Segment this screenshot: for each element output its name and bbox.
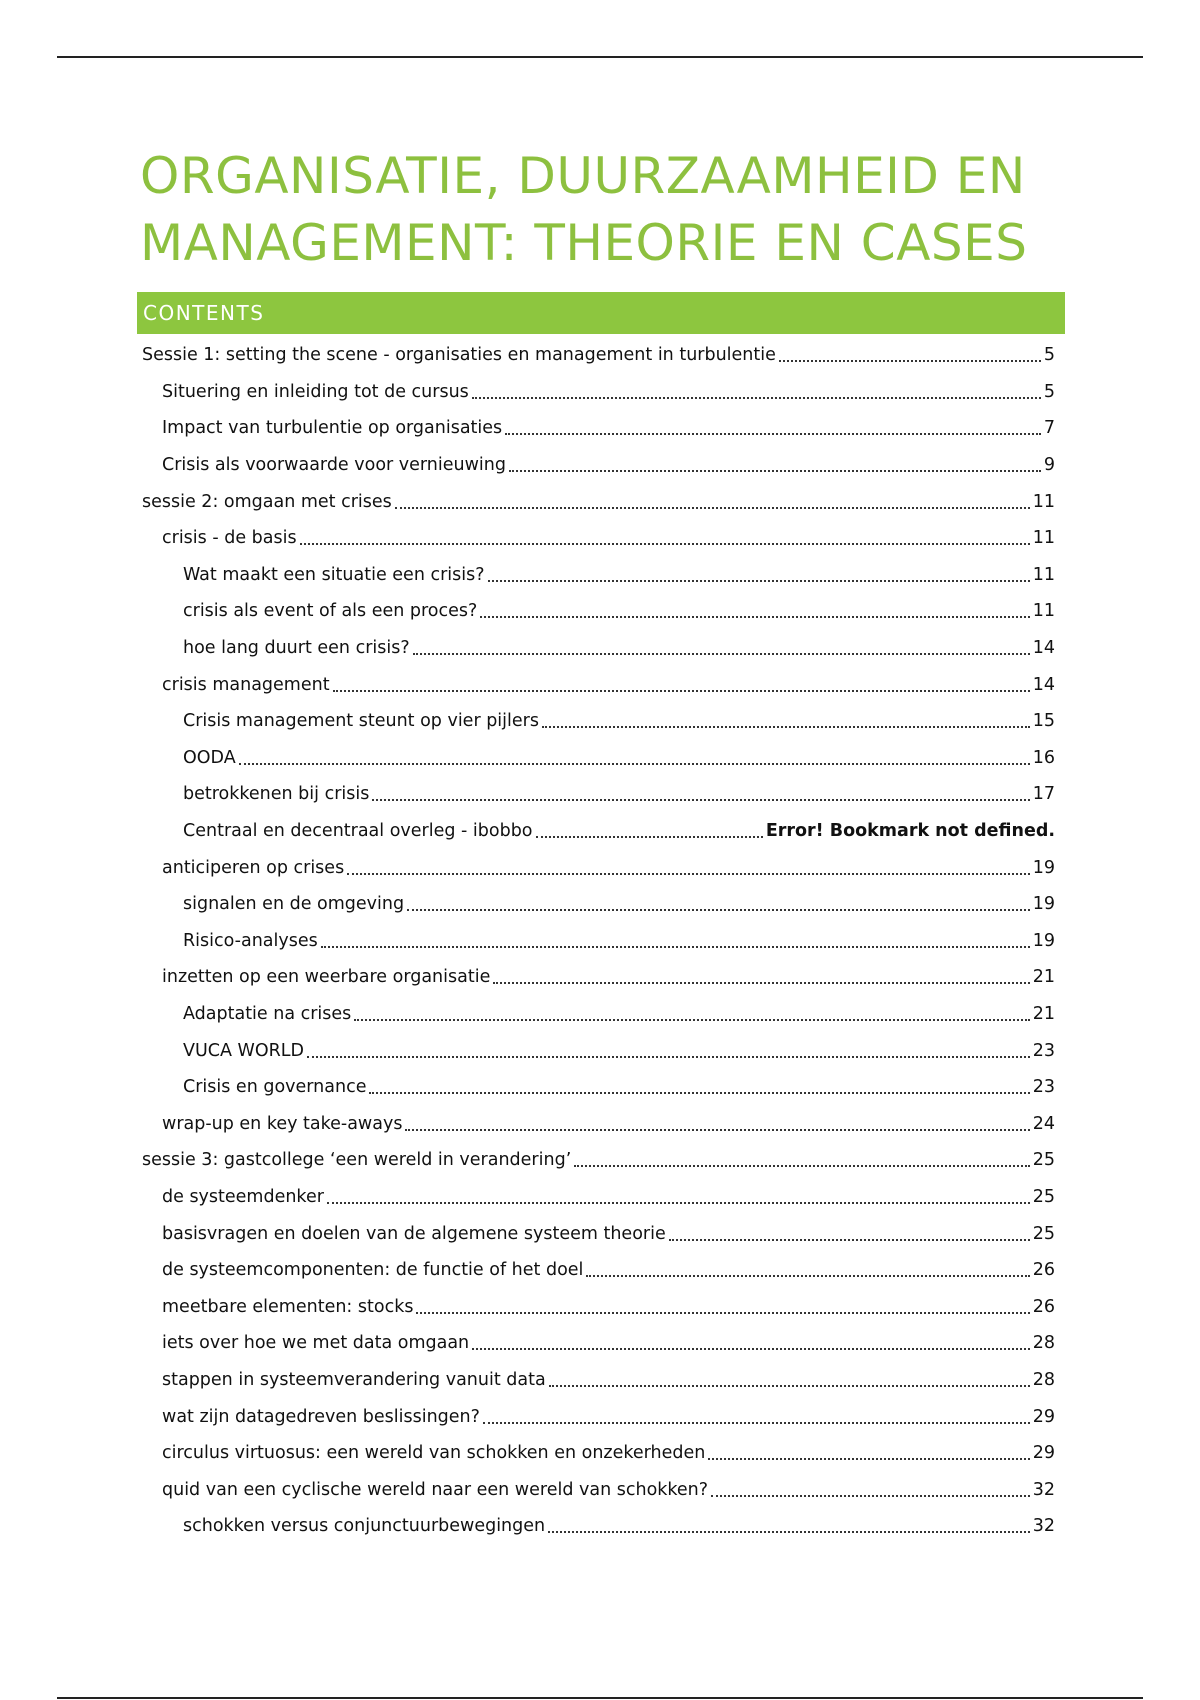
toc-entry[interactable] <box>0 1105 1055 1142</box>
toc-entry-title: betrokkenen bij crisis <box>183 784 370 805</box>
toc-entry-page: 28 <box>1032 1369 1055 1390</box>
toc-entry[interactable] <box>0 666 1055 703</box>
toc-leader <box>488 580 1030 582</box>
toc-entry[interactable] <box>0 849 1055 886</box>
toc-leader <box>669 1239 1030 1241</box>
toc-entry-page: 19 <box>1032 894 1055 915</box>
toc-leader <box>347 873 1030 875</box>
toc-leader <box>483 1422 1030 1424</box>
toc-entry-title: Risico-analyses <box>183 930 318 951</box>
toc-entry[interactable] <box>0 630 1055 667</box>
toc-entry-title: schokken versus conjunctuurbewegingen <box>183 1516 546 1537</box>
toc-entry-title: anticiperen op crises <box>162 857 345 878</box>
toc-entry-page: 14 <box>1032 638 1055 659</box>
toc-leader <box>542 726 1030 728</box>
toc-leader <box>372 799 1029 801</box>
toc-entry-title: Crisis en governance <box>183 1077 367 1098</box>
toc-leader <box>472 1348 1030 1350</box>
toc-entry-page: 11 <box>1032 528 1055 549</box>
toc-entry[interactable] <box>0 337 1055 374</box>
toc-entry-title: de systeemdenker <box>162 1186 324 1207</box>
toc-entry-page: 23 <box>1032 1040 1055 1061</box>
toc-leader <box>307 1056 1030 1058</box>
toc-entry[interactable] <box>0 374 1055 411</box>
toc-entry-title: inzetten op een weerbare organisatie <box>162 967 491 988</box>
toc-entry[interactable] <box>0 447 1055 484</box>
toc-leader <box>413 653 1030 655</box>
toc-entry-page: 23 <box>1032 1077 1055 1098</box>
toc-leader <box>505 433 1041 435</box>
toc-entry[interactable] <box>0 520 1055 557</box>
document-title <box>140 143 1100 277</box>
toc-entry[interactable] <box>0 813 1055 850</box>
toc-entry[interactable] <box>0 410 1055 447</box>
toc-leader <box>333 690 1030 692</box>
document-title-line-2: MANAGEMENT: THEORIE EN CASES <box>140 214 1028 272</box>
toc-entry-page: 25 <box>1032 1150 1055 1171</box>
toc-entry-title: circulus virtuosus: een wereld van schokken en onzekerheden <box>162 1443 706 1464</box>
toc-entry-title: sessie 2: omgaan met crises <box>142 491 392 512</box>
toc-entry-page: 11 <box>1032 564 1055 585</box>
toc-entry-page: 25 <box>1032 1186 1055 1207</box>
toc-entry-page: 7 <box>1043 418 1055 439</box>
toc-entry[interactable] <box>0 886 1055 923</box>
toc-entry[interactable] <box>0 1215 1055 1252</box>
toc-entry[interactable] <box>0 776 1055 813</box>
toc-entry-title: stappen in systeemverandering vanuit data <box>162 1369 546 1390</box>
toc-leader <box>416 1312 1029 1314</box>
table-of-contents <box>0 337 1200 1545</box>
toc-entry-title: signalen en de omgeving <box>183 894 405 915</box>
toc-entry-page: 32 <box>1032 1516 1055 1537</box>
toc-entry[interactable] <box>0 483 1055 520</box>
toc-entry-title: wat zijn datagedreven beslissingen? <box>162 1406 480 1427</box>
toc-leader <box>711 1495 1030 1497</box>
toc-entry-page: 9 <box>1043 455 1055 476</box>
toc-leader <box>574 1165 1029 1167</box>
toc-entry-title: Crisis als voorwaarde voor vernieuwing <box>162 455 506 476</box>
toc-entry-title: crisis als event of als een proces? <box>183 601 478 622</box>
toc-entry-title: crisis - de basis <box>162 528 297 549</box>
toc-entry[interactable] <box>0 1069 1055 1106</box>
toc-entry-page: 26 <box>1032 1296 1055 1317</box>
toc-entry-page: 19 <box>1032 930 1055 951</box>
toc-leader <box>405 1129 1029 1131</box>
contents-heading: CONTENTS <box>137 292 1065 334</box>
toc-entry[interactable] <box>0 1435 1055 1472</box>
toc-leader <box>321 946 1030 948</box>
toc-entry-title: Wat maakt een situatie een crisis? <box>183 564 485 585</box>
toc-leader <box>354 1019 1029 1021</box>
toc-entry-title: Sessie 1: setting the scene - organisaties en management in turbulentie <box>142 345 776 366</box>
toc-entry[interactable] <box>0 1288 1055 1325</box>
toc-entry-page: 21 <box>1032 967 1055 988</box>
document-title-line-1: ORGANISATIE, DUURZAAMHEID EN <box>140 147 1026 205</box>
toc-entry-error: Error! Bookmark not defined. <box>765 821 1055 842</box>
toc-entry-page: 11 <box>1032 601 1055 622</box>
toc-entry[interactable] <box>0 1398 1055 1435</box>
toc-entry-page: 29 <box>1032 1406 1055 1427</box>
toc-entry-title: crisis management <box>162 674 330 695</box>
toc-entry-page: 11 <box>1032 491 1055 512</box>
toc-entry[interactable] <box>0 959 1055 996</box>
toc-leader <box>548 1531 1030 1533</box>
header-rule <box>57 56 1143 58</box>
toc-leader <box>327 1202 1030 1204</box>
toc-entry-title: OODA <box>183 747 236 768</box>
toc-entry-title: quid van een cyclische wereld naar een wereld van schokken? <box>162 1479 709 1500</box>
toc-entry[interactable] <box>0 996 1055 1033</box>
toc-leader <box>708 1458 1029 1460</box>
toc-entry-page: 28 <box>1032 1333 1055 1354</box>
toc-entry[interactable] <box>0 1362 1055 1399</box>
toc-entry-title: Situering en inleiding tot de cursus <box>162 381 469 402</box>
toc-entry-page: 16 <box>1032 747 1055 768</box>
toc-leader <box>549 1385 1030 1387</box>
toc-entry-title: VUCA WORLD <box>183 1040 304 1061</box>
footer-rule <box>57 1697 1143 1699</box>
toc-entry-title: Adaptatie na crises <box>183 1003 352 1024</box>
toc-entry-page: 32 <box>1032 1479 1055 1500</box>
toc-entry[interactable] <box>0 1032 1055 1069</box>
toc-entry-title: iets over hoe we met data omgaan <box>162 1333 470 1354</box>
toc-entry-title: Crisis management steunt op vier pijlers <box>183 711 539 732</box>
toc-entry[interactable] <box>0 1179 1055 1216</box>
toc-entry[interactable] <box>0 557 1055 594</box>
toc-entry-page: 5 <box>1043 345 1055 366</box>
toc-leader <box>369 1092 1029 1094</box>
toc-entry[interactable] <box>0 1252 1055 1289</box>
toc-entry[interactable] <box>0 1142 1055 1179</box>
toc-entry[interactable] <box>0 1508 1055 1545</box>
toc-entry-title: basisvragen en doelen van de algemene systeem theorie <box>162 1223 666 1244</box>
toc-leader <box>300 543 1030 545</box>
toc-entry-title: meetbare elementen: stocks <box>162 1296 414 1317</box>
toc-entry-page: 17 <box>1032 784 1055 805</box>
toc-entry[interactable] <box>0 593 1055 630</box>
toc-entry-page: 25 <box>1032 1223 1055 1244</box>
toc-leader <box>472 397 1041 399</box>
toc-leader <box>536 836 763 838</box>
toc-leader <box>779 360 1041 362</box>
toc-leader <box>509 470 1041 472</box>
toc-entry[interactable] <box>0 703 1055 740</box>
toc-entry[interactable] <box>0 1325 1055 1362</box>
toc-entry-title: hoe lang duurt een crisis? <box>183 638 410 659</box>
toc-entry-title: de systeemcomponenten: de functie of het doel <box>162 1260 584 1281</box>
toc-entry-page: 29 <box>1032 1443 1055 1464</box>
toc-entry-page: 19 <box>1032 857 1055 878</box>
toc-entry-page: 5 <box>1043 381 1055 402</box>
toc-leader <box>480 616 1029 618</box>
toc-leader <box>239 763 1030 765</box>
toc-entry-title: Impact van turbulentie op organisaties <box>162 418 503 439</box>
toc-entry-title: sessie 3: gastcollege ‘een wereld in verandering’ <box>142 1150 572 1171</box>
toc-entry-page: 14 <box>1032 674 1055 695</box>
toc-leader <box>493 982 1029 984</box>
toc-entry[interactable] <box>0 923 1055 960</box>
toc-entry[interactable] <box>0 1471 1055 1508</box>
toc-leader <box>395 507 1030 509</box>
toc-entry-page: 21 <box>1032 1003 1055 1024</box>
toc-entry-page: 24 <box>1032 1113 1055 1134</box>
toc-entry-title: Centraal en decentraal overleg - ibobbo <box>183 821 533 842</box>
toc-leader <box>407 909 1030 911</box>
toc-entry-page: 26 <box>1032 1260 1055 1281</box>
toc-entry-title: wrap-up en key take-aways <box>162 1113 403 1134</box>
toc-entry[interactable] <box>0 740 1055 777</box>
toc-entry-page: 15 <box>1032 711 1055 732</box>
toc-leader <box>586 1275 1029 1277</box>
